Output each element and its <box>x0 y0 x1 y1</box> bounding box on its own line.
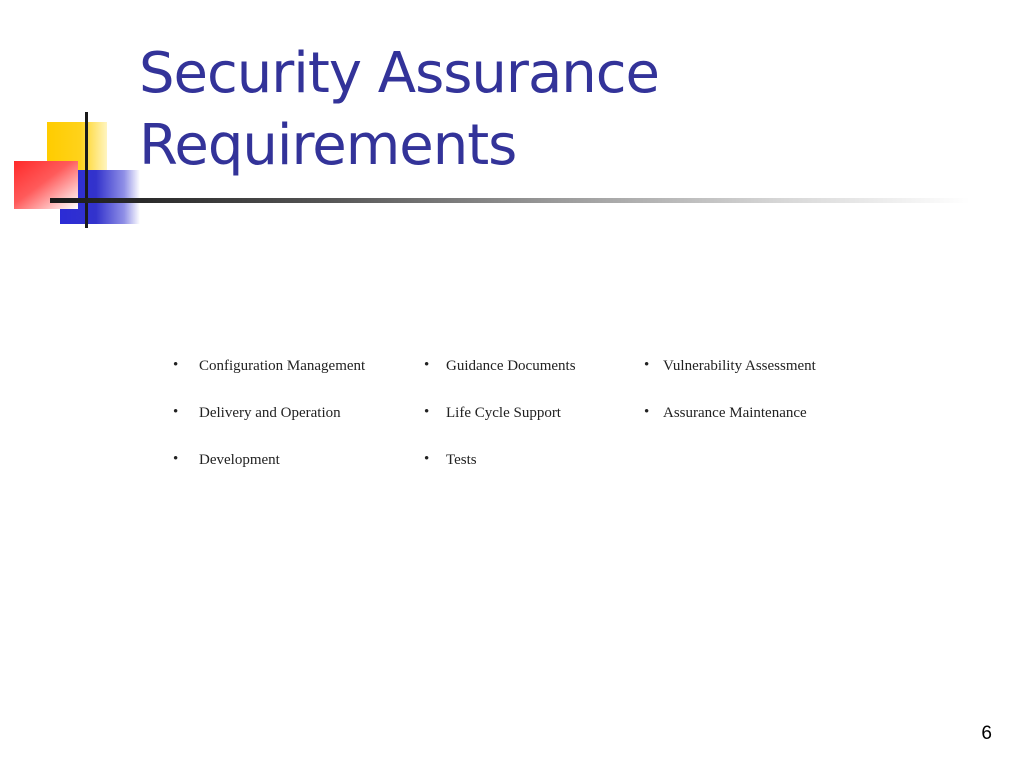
list-item: Life Cycle Support <box>446 405 561 421</box>
list-item: Delivery and Operation <box>199 405 341 421</box>
bullet-icon: • <box>644 404 650 420</box>
list-item: Development <box>199 452 280 468</box>
bullet-icon: • <box>644 357 650 373</box>
bullet-icon: • <box>424 451 430 467</box>
list-item: Configuration Management <box>199 358 366 374</box>
bullet-icon: • <box>173 357 179 373</box>
slide-title-line-2: Requirements <box>139 113 517 178</box>
slide-title-line-1: Security Assurance <box>139 41 659 106</box>
list-item: Assurance Maintenance <box>663 405 807 421</box>
list-item: Vulnerability Assessment <box>663 358 816 374</box>
list-item: Tests <box>446 452 477 468</box>
bullet-icon: • <box>424 404 430 420</box>
list-item: Guidance Documents <box>446 358 576 374</box>
page-number: 6 <box>981 723 992 744</box>
bullet-icon: • <box>173 451 179 467</box>
bullet-icon: • <box>173 404 179 420</box>
bullet-icon: • <box>424 357 430 373</box>
